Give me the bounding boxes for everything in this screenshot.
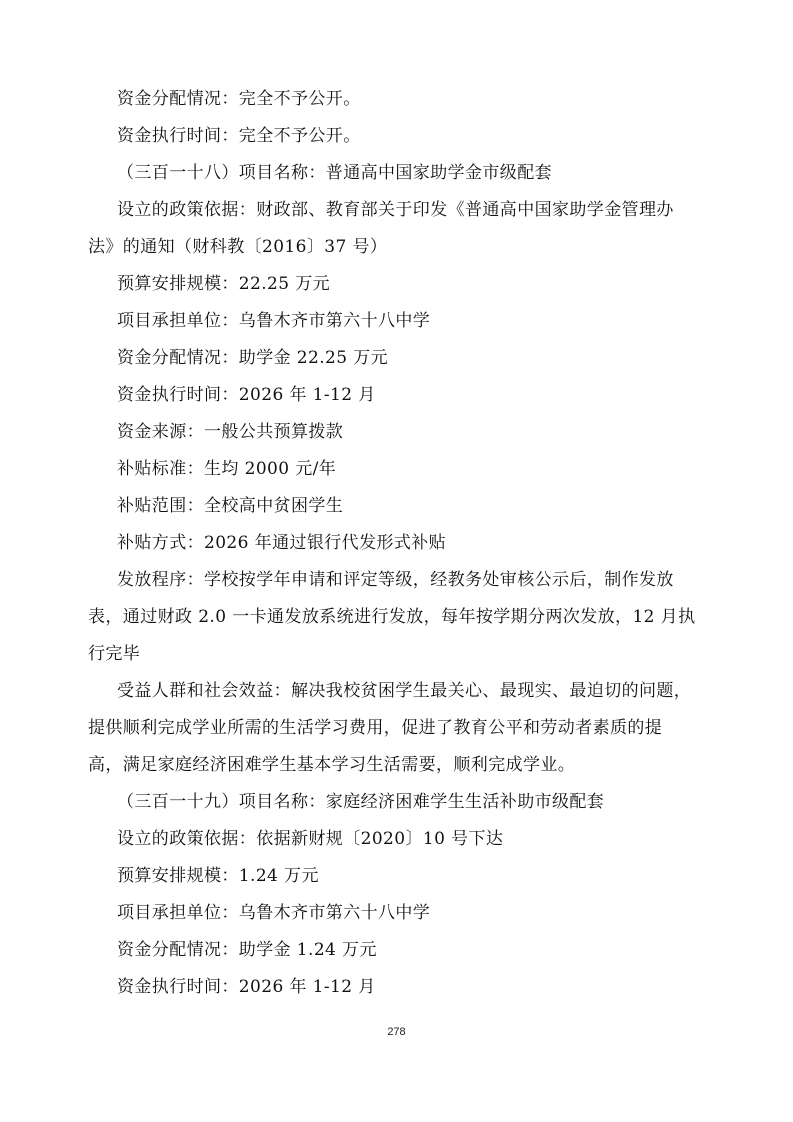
text-line: 资金执行时间：完全不予公开。 [117, 126, 361, 146]
text-line: 提供顺利完成学业所需的生活学习费用，促进了教育公平和劳动者素质的提 [88, 718, 663, 738]
text-line: 发放程序：学校按学年申请和评定等级，经教务处审核公示后，制作发放 [117, 570, 674, 590]
text-line: 项目承担单位：乌鲁木齐市第六十八中学 [117, 311, 431, 331]
text-line: 补贴方式：2026 年通过银行代发形式补贴 [117, 533, 447, 553]
text-line: 表，通过财政 2.0 一卡通发放系统进行发放，每年按学期分两次发放，12 月执 [88, 607, 696, 627]
text-line: 项目承担单位：乌鲁木齐市第六十八中学 [117, 903, 431, 923]
text-line: 资金分配情况：助学金 1.24 万元 [117, 940, 377, 960]
text-line: 资金执行时间：2026 年 1-12 月 [117, 385, 376, 405]
text-line: 高，满足家庭经济困难学生基本学习生活需要，顺利完成学业。 [88, 755, 576, 775]
page-number: 278 [387, 1026, 406, 1038]
text-line: 预算安排规模：1.24 万元 [117, 866, 319, 886]
section-heading-319: （三百一十九）项目名称：家庭经济困难学生生活补助市级配套 [117, 792, 605, 812]
text-line: 受益人群和社会效益：解决我校贫困学生最关心、最现实、最迫切的问题， [117, 681, 692, 701]
section-heading-318: （三百一十八）项目名称：普通高中国家助学金市级配套 [117, 163, 552, 183]
text-line: 补贴标准：生均 2000 元/年 [117, 459, 337, 479]
text-line: 补贴范围：全校高中贫困学生 [117, 496, 344, 516]
text-line: 资金分配情况：助学金 22.25 万元 [117, 348, 389, 368]
text-line: 行完毕 [88, 644, 141, 664]
text-line: 资金分配情况：完全不予公开。 [117, 89, 361, 109]
text-line: 设立的政策依据：财政部、教育部关于印发《普通高中国家助学金管理办 [117, 200, 674, 220]
text-line: 资金来源：一般公共预算拨款 [117, 422, 344, 442]
text-line: 资金执行时间：2026 年 1-12 月 [117, 977, 376, 997]
text-line: 法》的通知（财科教〔2016〕37 号） [88, 237, 388, 257]
text-line: 设立的政策依据：依据新财规〔2020〕10 号下达 [117, 829, 504, 849]
text-line: 预算安排规模：22.25 万元 [117, 274, 331, 294]
